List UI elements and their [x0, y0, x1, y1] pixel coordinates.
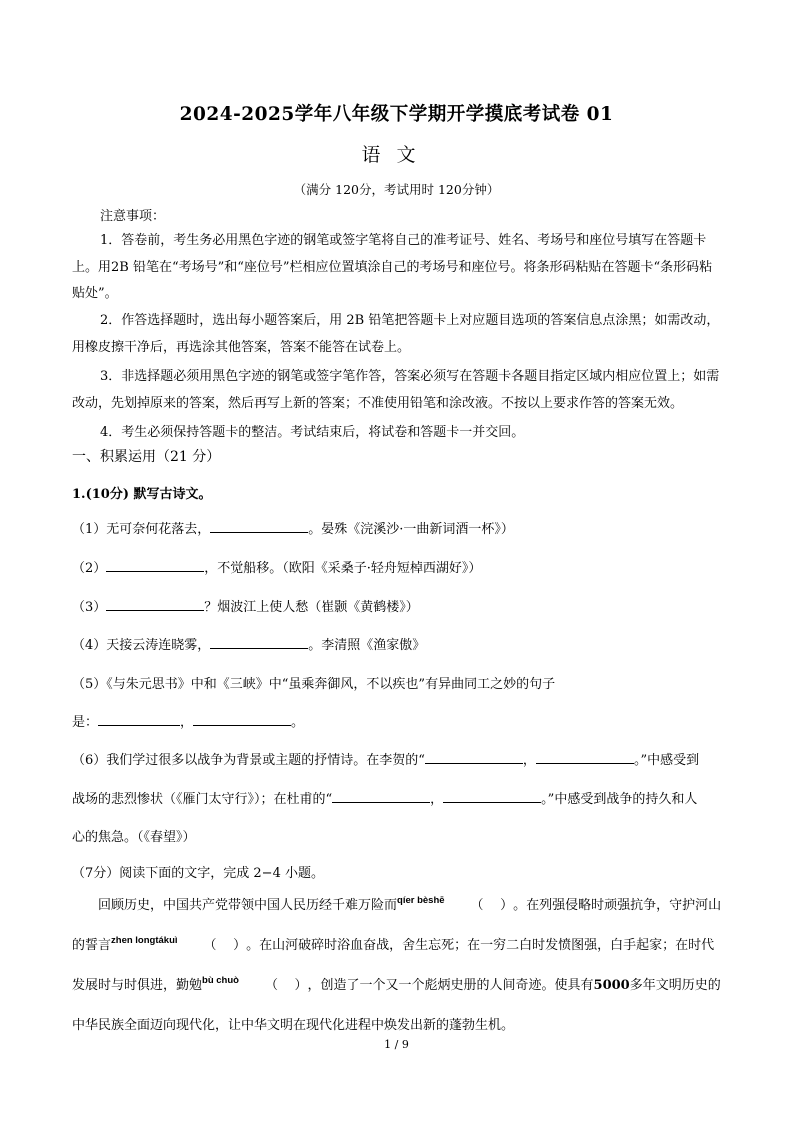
part-1-prefix: （1）无可奈何花落去，	[72, 522, 211, 537]
part-5-prefix: 是：	[72, 715, 99, 730]
passage-text-2: 。在列强侵略时顽强抗争，守护河山的誓言	[72, 898, 722, 953]
question-1-part-6-line-3: 心的焦急。（《春望》）	[72, 830, 196, 845]
reading-intro: （7分）阅读下面的文字，完成 2−4 小题。	[72, 866, 324, 881]
paren-open: （	[203, 938, 217, 953]
pinyin-hint-3: bù chuò	[202, 975, 239, 986]
pinyin-hint-2: zhen longtákuì	[111, 935, 178, 946]
subject-title: 语文	[361, 144, 432, 166]
answer-blank[interactable]	[210, 635, 308, 649]
passage-text-5: 多年文明历史的中华民族全面迈向现代化，让中华文明在现代化进程中焕发出新的蓬勃生机。	[72, 978, 721, 1033]
part-3-suffix: ？烟波江上使人愁（崔颢《黄鹤楼》）	[204, 600, 419, 615]
notice-item-3: 3．非选择题必须用黑色字迹的钢笔或签字笔作答，答案必须写在答题卡各题目指定区域内相应位置上；如需改动，先划掉原来的答案，然后再写上新的答案；不准使用铅笔和涂改液。不按以上要求作答的答案无效。	[72, 369, 720, 411]
question-1-part-3	[72, 596, 732, 615]
notice-item-2: 2．作答选择题时，选出每小题答案后，用 2B 铅笔把答题卡上对应题目选项的答案信息点涂黑；如需改动，用橡皮擦干净后，再选涂其他答案，答案不能答在试卷上。	[72, 313, 720, 355]
answer-blank[interactable]	[98, 712, 180, 726]
answer-blank[interactable]	[332, 789, 430, 803]
question-1-part-6-line-2	[72, 788, 732, 807]
question-1-head	[72, 483, 732, 502]
question-1-part-5-line-1: （5）《与朱元思书》中和《三峡》中“虽乘奔御风，不以疾也”有异曲同工之妙的句子	[72, 677, 556, 692]
paren-open: （	[470, 898, 484, 913]
reading-passage	[72, 886, 722, 1045]
question-1-part-1	[72, 518, 732, 537]
answer-blank[interactable]	[210, 519, 308, 533]
pinyin-answer-slot-2[interactable]	[178, 926, 247, 965]
question-1-part-4	[72, 634, 732, 653]
passage-text-3: 。在山河破碎时浴血奋战，舍生忘死；在一穷二白时发愤图强，白手起家；在时代发展时与时俱进，勤勉	[72, 938, 715, 993]
pinyin-answer-slot-3[interactable]	[239, 966, 308, 1005]
answer-blank[interactable]	[106, 597, 204, 611]
passage-text-4: ，创造了一个又一个彪炳史册的人间奇迹。使具有	[307, 978, 594, 993]
part-6-line-2-suffix: 。”中感受到战争的持久和人	[541, 792, 698, 807]
pinyin-hint-1: qíer bèshē	[397, 895, 445, 906]
part-1-suffix: 。晏殊《浣溪沙·一曲新词酒一杯》）	[308, 522, 514, 537]
part-4-prefix: （4）天接云涛连晓雾，	[72, 638, 211, 653]
answer-blank[interactable]	[425, 750, 523, 764]
section-heading: 一、积累运用（21 分）	[72, 449, 221, 465]
part-6-line-1-suffix: 。”中感受到	[633, 753, 700, 768]
part-2-suffix: ，不觉船移。（欧阳《采桑子·轻舟短棹西湖好》）	[204, 561, 482, 576]
paren-open: （	[264, 978, 278, 993]
passage-number: 5000	[593, 978, 630, 993]
question-1-part-6-line-1	[72, 749, 732, 768]
part-2-prefix: （2）	[72, 561, 107, 576]
part-3-prefix: （3）	[72, 600, 107, 615]
part-5-end: 。	[291, 715, 305, 730]
part-5-separator: ，	[180, 715, 194, 730]
paren-close: ）	[233, 938, 247, 953]
answer-blank[interactable]	[106, 558, 204, 572]
question-1-label: 1.(10分) 默写古诗文。	[72, 487, 212, 502]
paren-close: ）	[500, 898, 514, 913]
exam-subtitle: （满分 120分，考试用时 120分钟）	[293, 182, 500, 197]
answer-blank[interactable]	[443, 789, 541, 803]
part-6-separator: ，	[430, 792, 444, 807]
question-1-part-5-line-2	[72, 711, 732, 730]
part-6-line-2-prefix: 战场的悲烈惨状（《雁门太守行》）；在杜甫的“	[72, 792, 333, 807]
notice-item-4: 4．考生必须保持答题卡的整洁。考试结束后，将试卷和答题卡一并交回。	[100, 425, 525, 440]
part-6-separator: ，	[522, 753, 536, 768]
pinyin-answer-slot-1[interactable]	[445, 886, 514, 925]
paren-close: ）	[294, 978, 308, 993]
notice-heading: 注意事项：	[100, 209, 166, 224]
answer-blank[interactable]	[193, 712, 291, 726]
passage-text-1: 回顾历史，中国共产党带领中国人民历经千难万险而	[98, 898, 398, 913]
part-4-suffix: 。李清照《渔家傲》	[308, 638, 426, 653]
page-number: 1 / 9	[384, 1038, 409, 1051]
exam-title: 2024-2025学年八年级下学期开学摸底考试卷 01	[179, 104, 614, 125]
answer-blank[interactable]	[536, 750, 634, 764]
question-1-part-2	[72, 557, 732, 576]
notice-item-1: 1．答卷前，考生务必用黑色字迹的钢笔或签字笔将自己的准考证号、姓名、考场号和座位号填写在答题卡上。用2B 铅笔在“考场号”和“座位号”栏相应位置填涂自己的考场号和座位号。将条形码粘贴在答题卡“条形码粘贴处”。	[72, 233, 713, 301]
part-6-prefix: （6）我们学过很多以战争为背景或主题的抒情诗。在李贺的“	[72, 753, 425, 768]
